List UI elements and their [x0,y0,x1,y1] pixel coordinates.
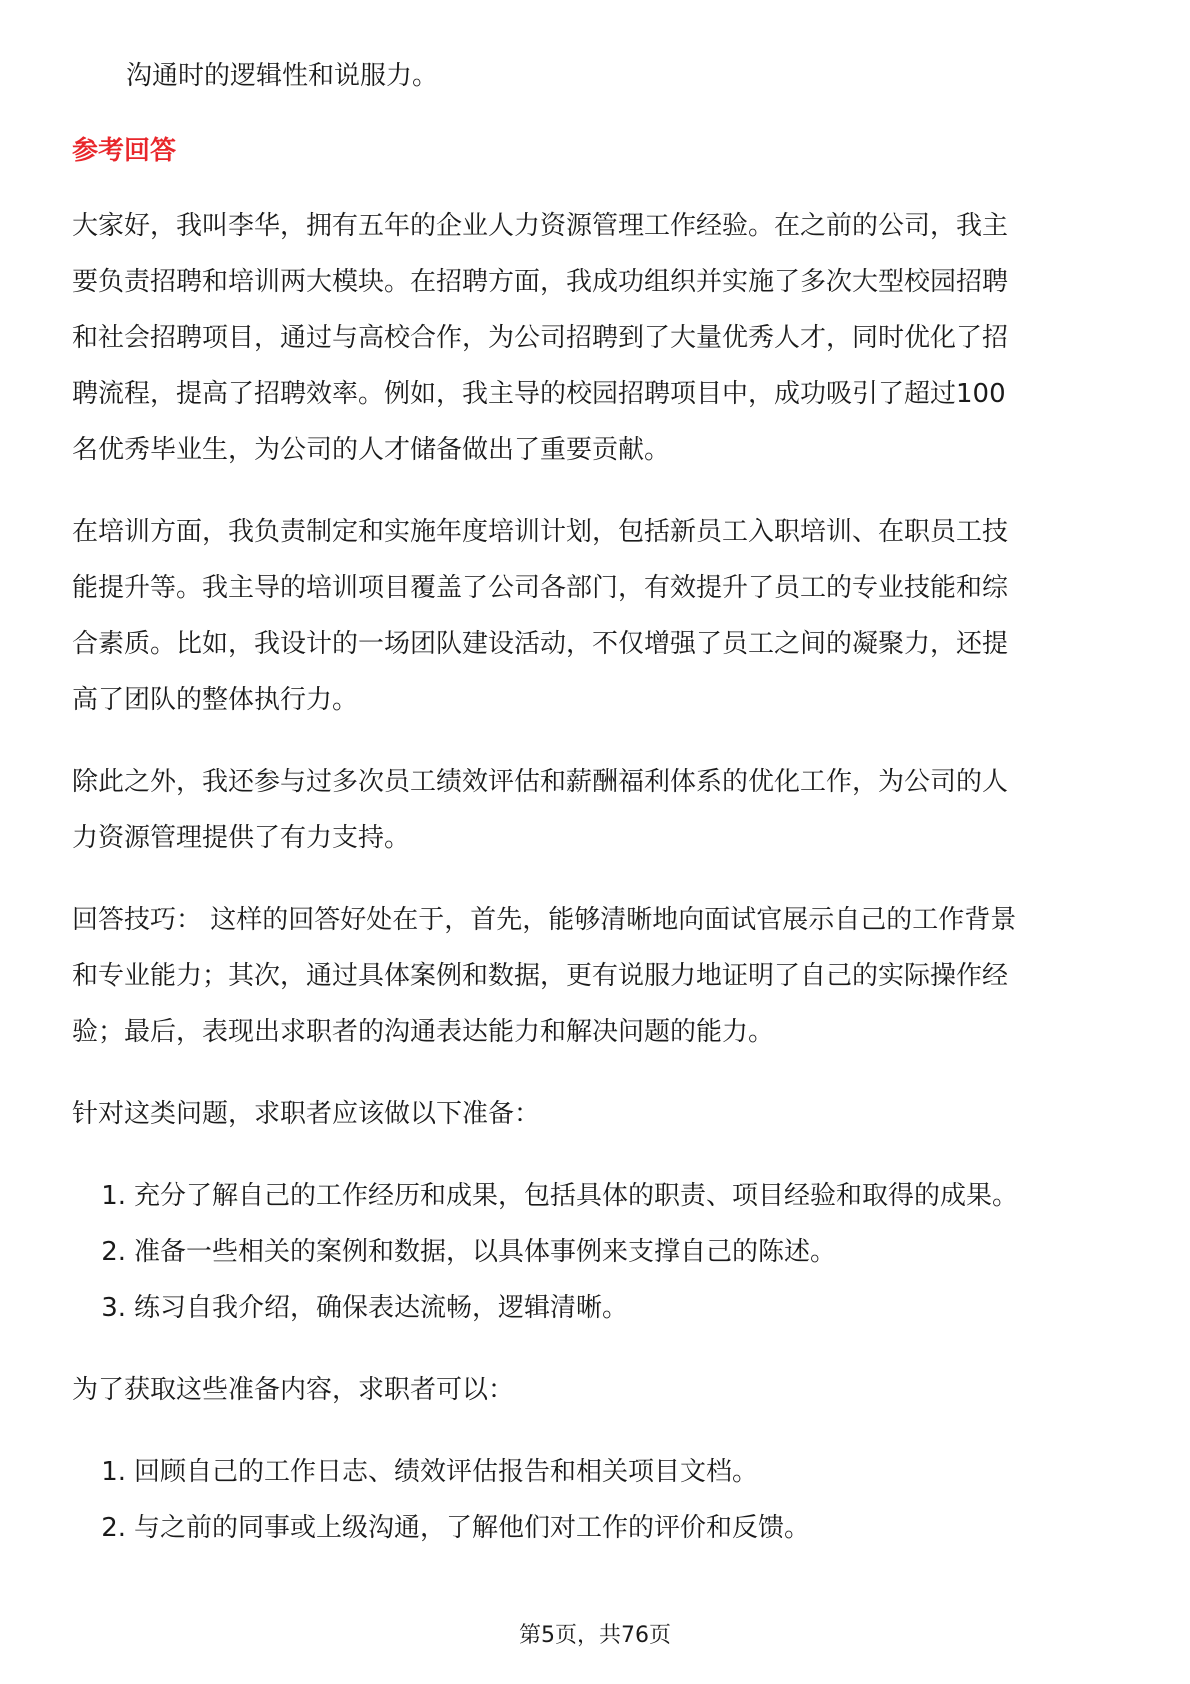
paragraph-line: 力资源管理提供了有力支持。 [72,823,411,853]
list-item [72,1280,1117,1336]
list-item-text: 充分了解自己的工作经历和成果，包括具体的职责、项目经验和取得的成果。 [134,1181,1019,1211]
paragraph-line: 验；最后，表现出求职者的沟通表达能力和解决问题的能力。 [72,1017,775,1047]
list-item [72,1444,1117,1500]
paragraph-gather-intro [72,1362,1117,1418]
list-item-number: 1. [101,1457,126,1487]
paragraph-training [72,504,1117,728]
list-item [72,1168,1117,1224]
list-item-text: 与之前的同事或上级沟通，了解他们对工作的评价和反馈。 [134,1513,811,1543]
paragraph-tips [72,892,1117,1060]
paragraph-line: 针对这类问题，求职者应该做以下准备： [72,1099,541,1129]
paragraph-intro [72,198,1117,478]
section-heading: 参考回答 [72,136,177,166]
gathering-list [72,1444,1117,1556]
page-number-footer: 第5页，共76页 [519,1623,671,1648]
preparation-list [72,1168,1117,1336]
list-item-text: 练习自我介绍，确保表达流畅，逻辑清晰。 [134,1293,629,1323]
paragraph-line: 为了获取这些准备内容，求职者可以： [72,1375,515,1405]
paragraph-line: 合素质。比如，我设计的一场团队建设活动，不仅增强了员工之间的凝聚力，还提 [72,629,1009,659]
list-item-number: 3. [101,1293,126,1323]
page-content [72,48,1117,1582]
list-item-text: 准备一些相关的案例和数据，以具体事例来支撑自己的陈述。 [134,1237,837,1267]
paragraph-line: 要负责招聘和培训两大模块。在招聘方面，我成功组织并实施了多次大型校园招聘 [72,267,1009,297]
paragraph-line: 和专业能力；其次，通过具体案例和数据，更有说服力地证明了自己的实际操作经 [72,961,1009,991]
paragraph-line: 能提升等。我主导的培训项目覆盖了公司各部门，有效提升了员工的专业技能和综 [72,573,1009,603]
list-item-number: 2. [101,1237,126,1267]
paragraph-line: 大家好，我叫李华，拥有五年的企业人力资源管理工作经验。在之前的公司，我主 [72,211,1009,241]
paragraph-line: 除此之外，我还参与过多次员工绩效评估和薪酬福利体系的优化工作，为公司的人 [72,767,1009,797]
list-item-text: 回顾自己的工作日志、绩效评估报告和相关项目文档。 [134,1457,759,1487]
list-item-number: 1. [101,1181,126,1211]
paragraph-line: 回答技巧： 这样的回答好处在于，首先，能够清晰地向面试官展示自己的工作背景 [72,905,1017,935]
list-item [72,1224,1117,1280]
paragraph-line: 在培训方面，我负责制定和实施年度培训计划，包括新员工入职培训、在职员工技 [72,517,1009,547]
lead-text: 沟通时的逻辑性和说服力。 [126,61,439,91]
paragraph-line: 名优秀毕业生，为公司的人才储备做出了重要贡献。 [72,435,671,465]
paragraph-other [72,754,1117,866]
paragraph-prep-intro [72,1086,1117,1142]
list-item [72,1500,1117,1556]
paragraph-line: 高了团队的整体执行力。 [72,685,359,715]
paragraph-line: 和社会招聘项目，通过与高校合作，为公司招聘到了大量优秀人才，同时优化了招 [72,323,1009,353]
list-item-number: 2. [101,1513,126,1543]
paragraph-line: 聘流程，提高了招聘效率。例如，我主导的校园招聘项目中，成功吸引了超过100 [72,379,1006,409]
